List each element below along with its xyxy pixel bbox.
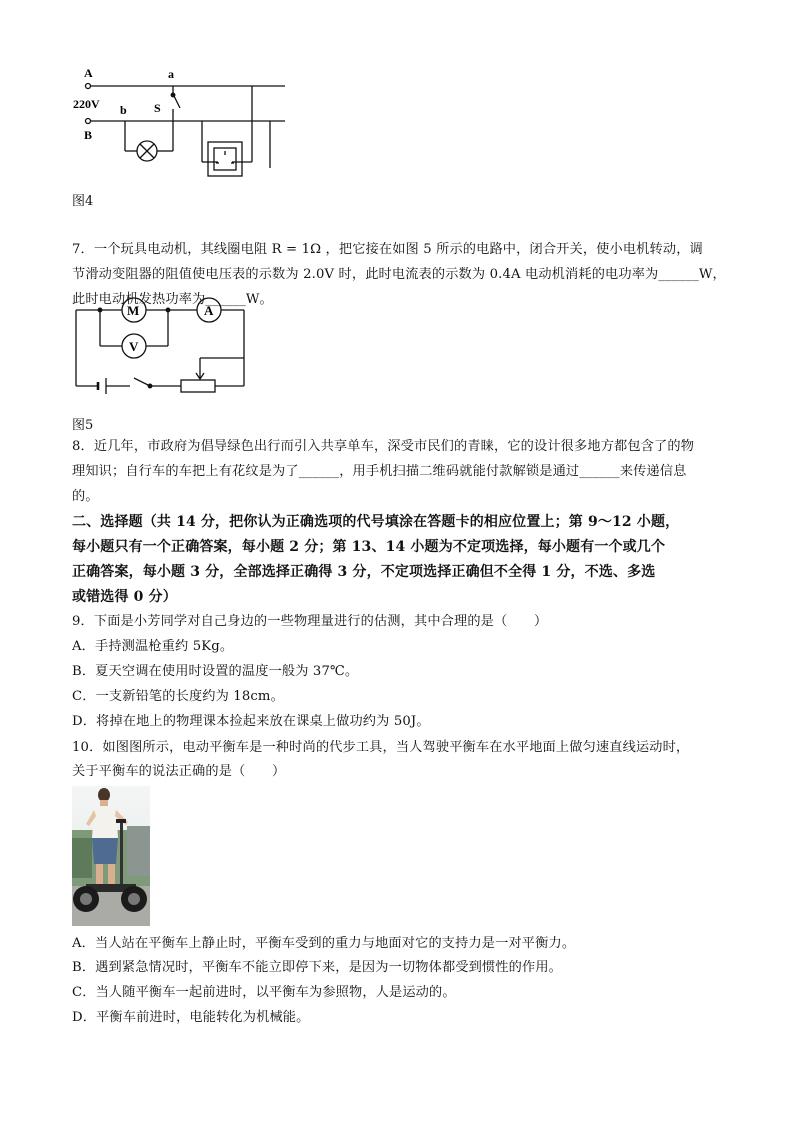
label-b: b	[120, 103, 127, 117]
label-a: a	[168, 67, 174, 81]
q7-line-3: 此时电动机发热功率为______W。	[72, 292, 273, 307]
section-2-line-3: 正确答案，每小题 3 分，全部选择正确得 3 分，不定项选择正确但不全得 1 分，不选、多选	[72, 564, 656, 580]
voltmeter-symbol: V	[129, 339, 139, 354]
q8-line-2: 理知识；自行车的车把上有花纹是为了______，用手机扫描二维码就能付款解锁是通过______来传递信息	[72, 464, 687, 479]
label-S: S	[154, 101, 161, 115]
q10-line-2: 关于平衡车的说法正确的是（ ）	[72, 764, 286, 779]
section-2-line-1: 二、选择题（共 14 分，把你认为正确选项的代号填涂在答题卡的相应位置上；第 9～12 小题，	[72, 514, 680, 530]
q10-line-1: 10．如图图所示，电动平衡车是一种时尚的代步工具，当人驾驶平衡车在水平地面上做匀速直线运动时，	[72, 740, 690, 755]
q9-option-d: D．将掉在地上的物理课本捡起来放在课桌上做功约为 50J。	[72, 714, 430, 729]
q10-option-b: B．遇到紧急情况时，平衡车不能立即停下来，是因为一切物体都受到惯性的作用。	[72, 960, 562, 975]
q9-option-b: B．夏天空调在使用时设置的温度一般为 37℃。	[72, 664, 359, 679]
q7-line-2: 节滑动变阻器的阻值使电压表的示数为 2.0V 时，此时电流表的示数为 0.4A 电动机消耗的电功率为______W，	[72, 267, 726, 282]
q7-line-1: 7．一个玩具电动机，其线圈电阻 R = 1Ω ，把它接在如图 5 所示的电路中，闭合开关，使小电机转动，调	[72, 242, 703, 257]
q9-option-c: C．一支新铅笔的长度约为 18cm。	[72, 689, 284, 704]
q8-line-3: 的。	[72, 489, 99, 504]
balance-scooter-photo	[72, 786, 150, 926]
figure-4-circuit	[70, 62, 300, 182]
q10-option-c: C．当人随平衡车一起前进时，以平衡车为参照物，人是运动的。	[72, 985, 456, 1000]
figure-5-circuit	[70, 294, 255, 396]
figure-4-caption: 图4	[72, 194, 94, 209]
q10-option-a: A．当人站在平衡车上静止时，平衡车受到的重力与地面对它的支持力是一对平衡力。	[72, 936, 576, 951]
q8-line-1: 8．近几年，市政府为倡导绿色出行而引入共享单车，深受市民们的青睐，它的设计很多地方都包含了的物	[72, 439, 695, 454]
q9-option-a: A．手持测温枪重约 5Kg。	[72, 639, 234, 654]
label-B: B	[84, 128, 93, 142]
label-voltage: 220V	[73, 97, 100, 111]
ammeter-symbol: A	[204, 303, 214, 318]
figure-5-caption: 图5	[72, 418, 94, 433]
section-2-line-4: 或错选得 0 分）	[72, 589, 177, 605]
q10-option-d: D．平衡车前进时，电能转化为机械能。	[72, 1010, 310, 1025]
motor-symbol: M	[127, 303, 140, 318]
label-A: A	[84, 66, 93, 80]
q9-stem: 9．下面是小芳同学对自己身边的一些物理量进行的估测，其中合理的是（ ）	[72, 614, 548, 629]
section-2-line-2: 每小题只有一个正确答案，每小题 2 分；第 13、14 小题为不定项选择，每小题有一个或几个	[72, 539, 666, 555]
